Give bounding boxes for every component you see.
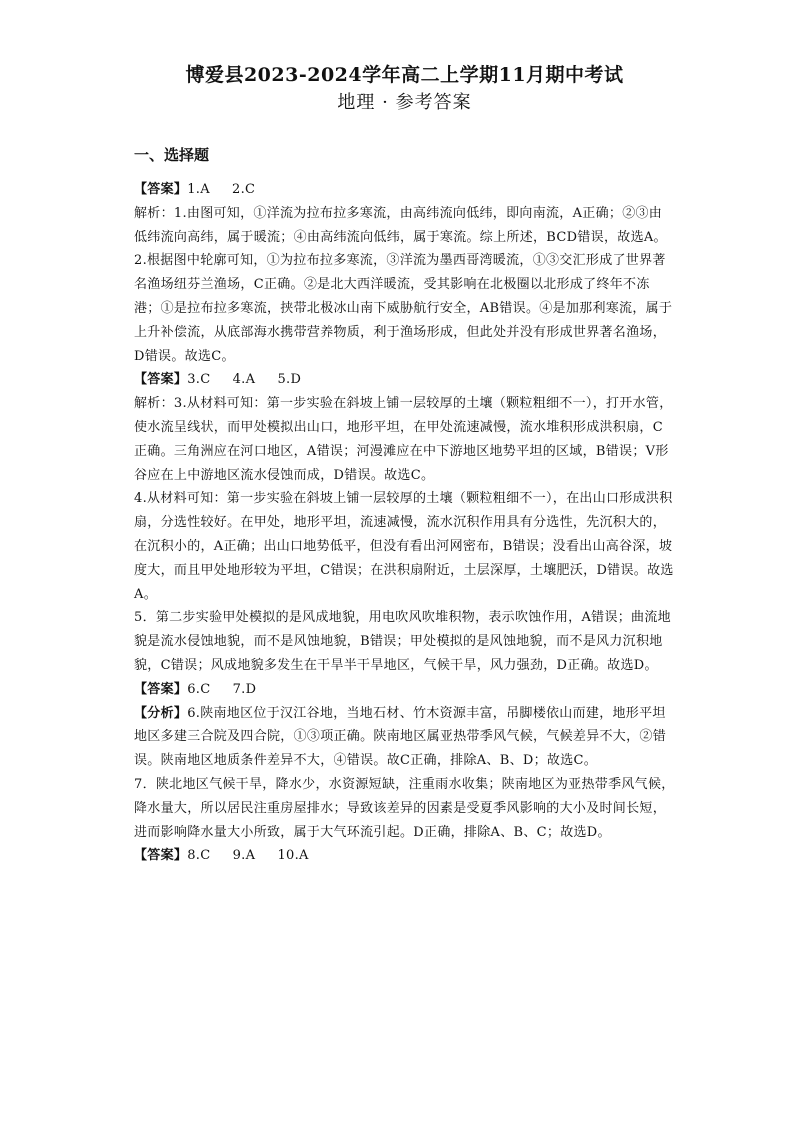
answer-line [134,178,675,202]
answer-line [134,678,675,702]
answer-line [134,368,675,392]
answer-values: 8.C 9.A 10.A [187,848,309,864]
answer-values: 3.C 4.A 5.D [187,372,302,388]
document-title: 博爱县2023-2024学年高二上学期11月期中考试 [185,64,624,86]
analysis-paragraph [134,702,675,773]
explanation-paragraph: 5．第二步实验甲处模拟的是风成地貌，用电吹风吹堆积物，表示吹蚀作用，A错误；曲流地貌是流水侵蚀地貌，而不是风蚀地貌，B错误；甲处模拟的是风蚀地貌，而不是风力沉积地貌，C错误；风成地貌多发生在干旱半干旱地区，气候干旱，风力强劲，D正确。故选D。 [134,610,671,673]
explanation-paragraph: 7．陕北地区气候干旱，降水少，水资源短缺，注重雨水收集；陕南地区为亚热带季风气候，降水量大，所以居民注重房屋排水；导致该差异的因素是受夏季风影响的大小及时间长短，进而影响降水量大小所致，属于大气环流引起。D正确，排除A、B、C；故选D。 [134,776,675,840]
answer-values: 1.A 2.C [187,182,256,197]
explanation-paragraph: 4.从材料可知：第一步实验在斜坡上铺一层较厚的土壤（颗粒粗细不一），在出山口形成洪积扇，分选性较好。在甲处，地形平坦，流速减慢，流水沉积作用具有分选性，先沉积大的，在沉积小的，A正确；出山口地势低平，但没有看出河网密布，B错误；没看出山高谷深，坡度大，而且甲处地形较为平坦，C错误；在洪积扇附近，土层深厚，土壤肥沃，D错误。故选A。 [134,491,674,602]
explanation-paragraph: 解析：1.由图可知，①洋流为拉布拉多寒流，由高纬流向低纬，即向南流，A正确；②③由低纬流向高纬，属于暖流；④由高纬流向低纬，属于寒流。综上所述，BCD错误，故选A。 [134,205,667,245]
answer-tag: 【答案】 [134,848,188,864]
analysis-tag: 【分析】 [134,705,188,721]
answer-tag: 【答案】 [134,681,188,697]
document-subtitle: 地理 · 参考答案 [337,92,472,113]
answer-tag: 【答案】 [134,372,188,388]
analysis-text: 6.陕南地区位于汉江谷地，当地石材、竹木资源丰富，吊脚楼依山而建，地形平坦地区多建三合院及四合院，①③项正确。陕南地区属亚热带季风气候，气候差异不大，②错误。陕南地区地质条件差异不大，④错误。故C正确，排除A、B、D；故选C。 [134,705,667,769]
answer-values: 6.C 7.D [187,681,257,697]
answer-line [134,844,675,868]
explanation-paragraph: 解析：3.从材料可知：第一步实验在斜坡上铺一层较厚的土壤（颗粒粗细不一），打开水管，使水流呈线状，而甲处模拟出山口，地形平坦，在甲处流速减慢，流水堆积形成洪积扇，C正确。三角洲应在河口地区，A错误；河漫滩应在中下游地区地势平坦的区域，B错误；V形谷应在上中游地区流水侵蚀而成，D错误。故选C。 [134,396,673,483]
section-heading: 一、选择题 [134,146,210,164]
answer-block [134,178,675,868]
answer-tag: 【答案】 [134,182,188,197]
explanation-paragraph: 2.根据图中轮廓可知，①为拉布拉多寒流，③洋流为墨西哥湾暖流，①③交汇形成了世界著名渔场纽芬兰渔场，C正确。②是北大西洋暖流，受其影响在北极圈以北形成了终年不冻港；①是拉布拉多寒流，挟带北极冰山南下威胁航行安全，AB错误。④是加那利寒流，属于上升补偿流，从底部海水携带营养物质，利于渔场形成，但此处并没有形成世界著名渔场，D错误。故选C。 [134,253,673,364]
